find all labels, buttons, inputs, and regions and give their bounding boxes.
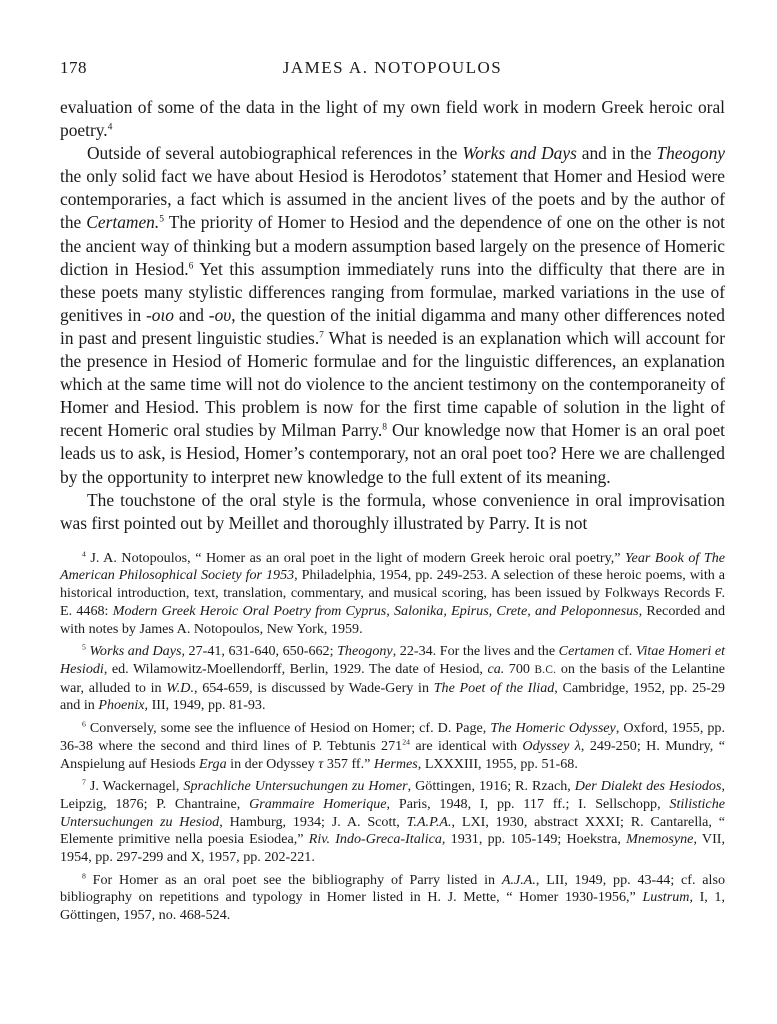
footnote-7: $^7$ J. Wackernagel, Sprachliche Untersuchungen zu Homer, Göttingen, 1916; R. Rzach, Der Dialekt des Hesiodos, Leipzig, 1876; P. Chantraine, Grammaire Homerique, Paris, 1948, I, pp. 117 ff.; I. Sellschopp, Stilistiche Untersuchungen zu Hesiod, Hamburg, 1934; J. A. Scott, T.A.P.A., LXI, 1930, abstract XXXI; R. Cantarella, “ Elemente primitive nella poesia Esiodea,” Riv. Indo-Greca-Italica, 1931, pp. 105-149; Hoekstra, Mnemosyne, VII, 1954, pp. 297-299 and X, 1957, pp. 202-221. <box>60 777 726 866</box>
body-text <box>60 96 725 535</box>
paragraph-2: Outside of several autobiographical references in the Works and Days and in the Theogony the only solid fact we have about Hesiod is Herodotos’ statement that Homer and Hesiod were contemporaries, a fact which is assumed in the ancient lives of the poets and by the author of the Certamen.$^5$ The priority of Homer to Hesiod and the dependence of one on the other is not the ancient way of thinking but a modern assumption based largely on the presence of Homeric diction in Hesiod.$^6$ Yet this assumption immediately runs into the difficulty that there are in these poets many stylistic differences ranging from formulae, marked variations in the use of genitives in -οιο and -ου, the question of the initial digamma and many other differences noted in past and present linguistic studies.$^7$ What is needed is an explanation which will account for the presence in Hesiod of Homeric formulae and for the linguistic differences, an explanation which at the same time will not do violence to the ancient testimony on the contemporaneity of Homer and Hesiod. This problem is now for the first time capable of solution in the light of recent Homeric oral studies by Milman Parry.$^8$ Our knowledge now that Homer is an oral poet leads us to ask, is Hesiod, Homer’s contemporary, not an oral poet too? Here we are challenged by the opportunity to interpret new knowledge to the full extent of its meaning. <box>60 143 726 487</box>
footnote-8: $^8$ For Homer as an oral poet see the bibliography of Parry listed in A.J.A., LII, 1949, pp. 43-44; cf. also bibliography on repetitions and typology in Homer listed in H. J. Mette, “ Homer 1930-1956,” Lustrum, I, 1, Göttingen, 1957, no. 468-524. <box>60 871 726 924</box>
footnote-marker-8: 8 <box>82 871 86 881</box>
footnote-marker-6: 6 <box>82 719 86 729</box>
footnote-ref-5[interactable]: 5 <box>159 213 164 225</box>
running-head: JAMES A. NOTOPOULOS <box>282 58 503 77</box>
footnote-marker-4: 4 <box>82 549 86 559</box>
footnote-ref-6[interactable]: 6 <box>188 259 194 271</box>
footnote-5: $^5$ Works and Days, 27-41, 631-640, 650-662; Theogony, 22-34. For the lives and the Certamen cf. Vitae Homeri et Hesiodi, ed. Wilamowitz-Moellendorff, Berlin, 1929. The date of Hesiod, ca. 700 B.C. on the basis of the Lelantine war, alluded to in W.D., 654-659, is discussed by Wade-Gery in The Poet of the Iliad, Cambridge, 1952, pp. 25-29 and in Phoenix, III, 1949, pp. 81-93. <box>60 642 726 714</box>
footnote-marker-7: 7 <box>82 777 86 787</box>
page-header <box>60 58 725 82</box>
footnote-ref-8[interactable]: 8 <box>382 421 388 433</box>
journal-page <box>60 58 725 930</box>
paragraph-3: The touchstone of the oral style is the formula, whose convenience in oral improvisation was first pointed out by Meillet and thoroughly illustrated by Parry. It is not <box>60 489 725 533</box>
footnote-4: $^4$ J. A. Notopoulos, “ Homer as an oral poet in the light of modern Greek heroic oral poetry,” Year Book of The American Philosophical Society for 1953, Philadelphia, 1954, pp. 249-253. A selection of these heroic poems, with a historical introduction, text, translation, commentary, and musical scoring, has been issued by Folkways Records F. E. 4468: Modern Greek Heroic Oral Poetry from Cyprus, Salonika, Epirus, Crete, and Peloponnesus, Recorded and with notes by James A. Notopoulos, New York, 1959. <box>60 549 725 637</box>
footnote-ref-4[interactable]: 4 <box>107 121 113 133</box>
paragraph-1: evaluation of some of the data in the light of my own field work in modern Greek heroic oral poetry.$^4$ <box>60 97 725 141</box>
footnotes <box>60 550 725 925</box>
page-number: 178 <box>60 58 87 77</box>
footnote-marker-5: 5 <box>82 642 86 652</box>
footnote-ref-7[interactable]: 7 <box>319 329 324 341</box>
footnote-6: $^6$ Conversely, some see the influence of Hesiod on Homer; cf. D. Page, The Homeric Odyssey, Oxford, 1955, pp. 36-38 where the second and third lines of P. Tebtunis $271^{24}$ are identical with Odyssey λ, 249-250; H. Mundry, “ Anspielung auf Hesiods Erga in der Odyssey τ 357 ff.” Hermes, LXXXIII, 1955, pp. 51-68. <box>60 719 725 772</box>
